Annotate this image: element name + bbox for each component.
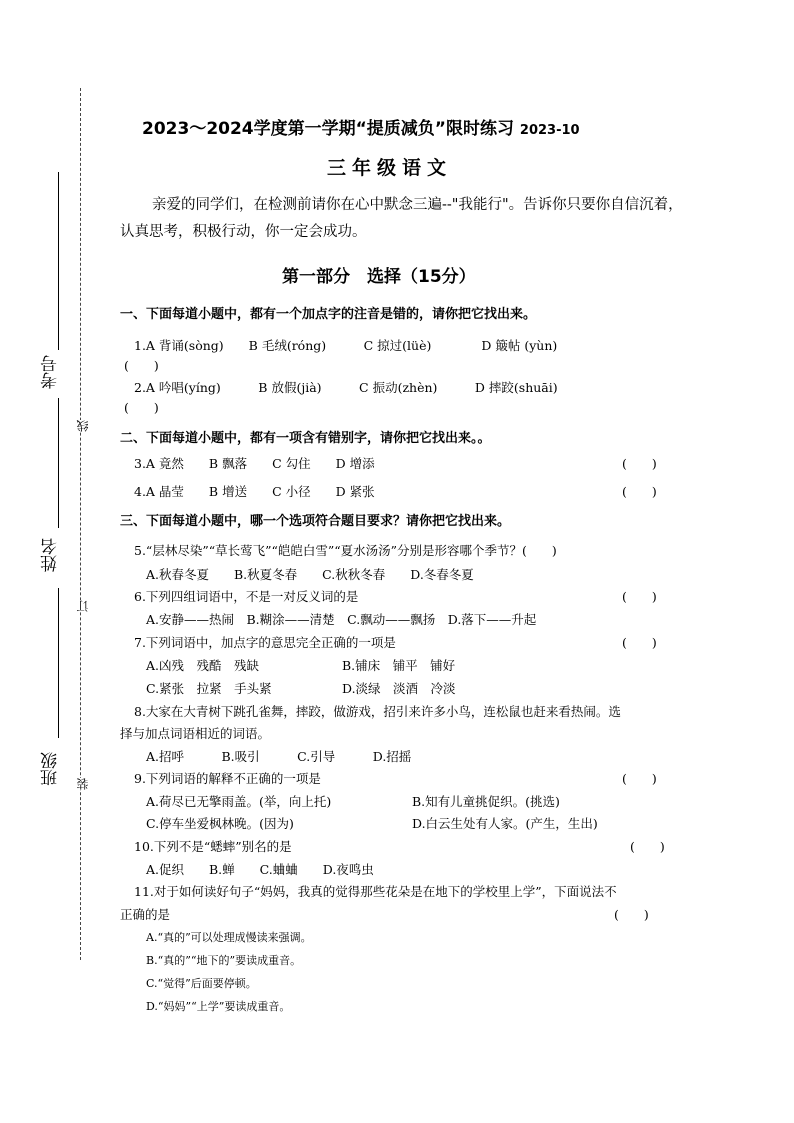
binding-label-bind: 装 — [76, 778, 90, 790]
question-8-options: A.招呼 B.吸引 C.引导 D.招摇 — [146, 749, 412, 764]
name-blank[interactable] — [58, 398, 59, 528]
question-2: 2.A 吟唱(yíng) B 放假(jià) C 振动(zhèn) D 摔跤(shuāi) — [134, 380, 558, 395]
answer-blank-7[interactable]: ( ) — [622, 635, 657, 650]
answer-blank-4[interactable]: ( ) — [622, 484, 657, 499]
question-6: 6.下列四组词语中，不是一对反义词的是 — [134, 589, 359, 604]
question-7-option-b: B.铺床 铺平 铺好 — [342, 658, 456, 673]
question-8-line1: 8.大家在大青树下跳孔雀舞，摔跤，做游戏，招引来许多小鸟，连松鼠也赶来看热闹。选 — [134, 704, 621, 719]
question-11-line2: 正确的是 — [120, 907, 171, 922]
page-subtitle: 三年级语文 — [327, 157, 453, 179]
answer-blank-2[interactable]: ( ) — [124, 400, 159, 415]
question-7-option-a: A.凶残 残酷 残缺 — [146, 658, 260, 673]
title-date: 2023-10 — [519, 123, 580, 138]
answer-blank-11[interactable]: ( ) — [614, 907, 649, 922]
exam-no-label: 考号 — [41, 355, 61, 389]
answer-blank-9[interactable]: ( ) — [622, 771, 657, 786]
question-9-option-c: C.停车坐爱枫林晚。(因为) — [146, 816, 294, 831]
question-10-options: A.促织 B.蝉 C.蛐蛐 D.夜鸣虫 — [146, 862, 374, 877]
question-8-line2: 择与加点词语相近的词语。 — [120, 726, 271, 741]
title-text: 2023～2024学度第一学期“提质减负”限时练习 — [142, 119, 514, 139]
exam-no-blank[interactable] — [58, 172, 59, 350]
question-7-option-d: D.淡绿 淡酒 冷淡 — [342, 681, 456, 696]
question-11-line1: 11.对于如何读好句子“妈妈，我真的觉得那些花朵是在地下的学校里上学”，下面说法不 — [134, 884, 617, 899]
question-10: 10.下列不是“蟋蟀”别名的是 — [134, 839, 292, 854]
question-11-option-a: A.“真的”可以处理成慢读来强调。 — [146, 931, 312, 944]
answer-blank-10[interactable]: ( ) — [630, 839, 665, 854]
section2-heading: 二、下面每道小题中，都有一项含有错别字，请你把它找出来。。 — [120, 431, 491, 446]
question-3: 3.A 竟然 B 飘落 C 勾住 D 增添 — [134, 456, 375, 471]
section3-heading: 三、下面每道小题中，哪一个选项符合题目要求？请你把它找出来。 — [120, 514, 511, 529]
part1-title: 第一部分 选择（15分） — [282, 267, 476, 287]
answer-blank-6[interactable]: ( ) — [622, 589, 657, 604]
question-9-option-d: D.白云生处有人家。(产生，生出) — [412, 816, 598, 831]
class-label: 班级 — [41, 752, 61, 786]
question-9: 9.下列词语的解释不正确的一项是 — [134, 771, 321, 786]
question-9-option-a: A.荷尽已无擎雨盖。(举，向上托) — [146, 794, 332, 809]
binding-label-order: 订 — [76, 600, 90, 612]
binding-label-line: 线 — [76, 420, 90, 432]
question-6-options: A.安静——热闹 B.糊涂——清楚 C.飘动——飘扬 D.落下——升起 — [146, 612, 537, 627]
question-11-option-c: C.“觉得”后面要停顿。 — [146, 977, 257, 990]
name-label: 姓名 — [41, 538, 61, 572]
question-11-option-d: D.“妈妈”“上学”要读成重音。 — [146, 1000, 291, 1013]
answer-blank-3[interactable]: ( ) — [622, 456, 657, 471]
intro-paragraph: 亲爱的同学们，在检测前请你在心中默念三遍--"我能行"。告诉你只要你自信沉着，认真思考，积极行动，你一定会成功。 — [120, 197, 683, 240]
question-9-option-b: B.知有儿童挑促织。(挑选) — [412, 794, 560, 809]
answer-blank-1[interactable]: ( ) — [124, 358, 159, 373]
binding-dashed-line — [80, 88, 81, 960]
class-blank[interactable] — [58, 588, 59, 738]
question-4: 4.A 晶莹 B 增送 C 小径 D 紧张 — [134, 484, 375, 499]
question-11-option-b: B.“真的”“地下的”要读成重音。 — [146, 954, 302, 967]
section1-heading: 一、下面每道小题中，都有一个加点字的注音是错的，请你把它找出来。 — [120, 307, 537, 322]
question-5-options: A.秋春冬夏 B.秋夏冬春 C.秋秋冬春 D.冬春冬夏 — [146, 567, 474, 582]
question-1: 1.A 背诵(sòng) B 毛绒(róng) C 掠过(lüè) D 簸帖 (yùn) — [134, 338, 558, 353]
page-title — [142, 114, 580, 139]
question-7-option-c: C.紧张 拉紧 手头紧 — [146, 681, 272, 696]
question-7: 7.下列词语中，加点字的意思完全正确的一项是 — [134, 635, 396, 650]
question-5: 5.“层林尽染”“草长莺飞”“皑皑白雪”“夏水汤汤”分别是形容哪个季节？( ) — [134, 543, 557, 558]
